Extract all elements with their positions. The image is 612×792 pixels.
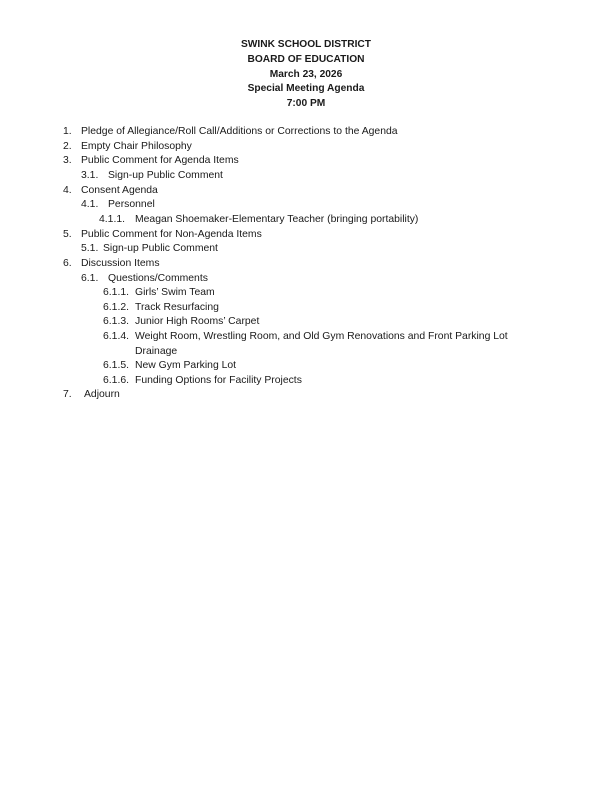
agenda-header [0,38,612,112]
meeting-time: 7:00 PM [286,98,326,110]
district-name: SWINK SCHOOL DISTRICT [241,39,371,50]
meeting-date: March 23, 2026 [269,68,343,80]
agenda-title: Special Meeting Agenda [247,83,365,95]
board-name: BOARD OF EDUCATION [247,53,365,65]
